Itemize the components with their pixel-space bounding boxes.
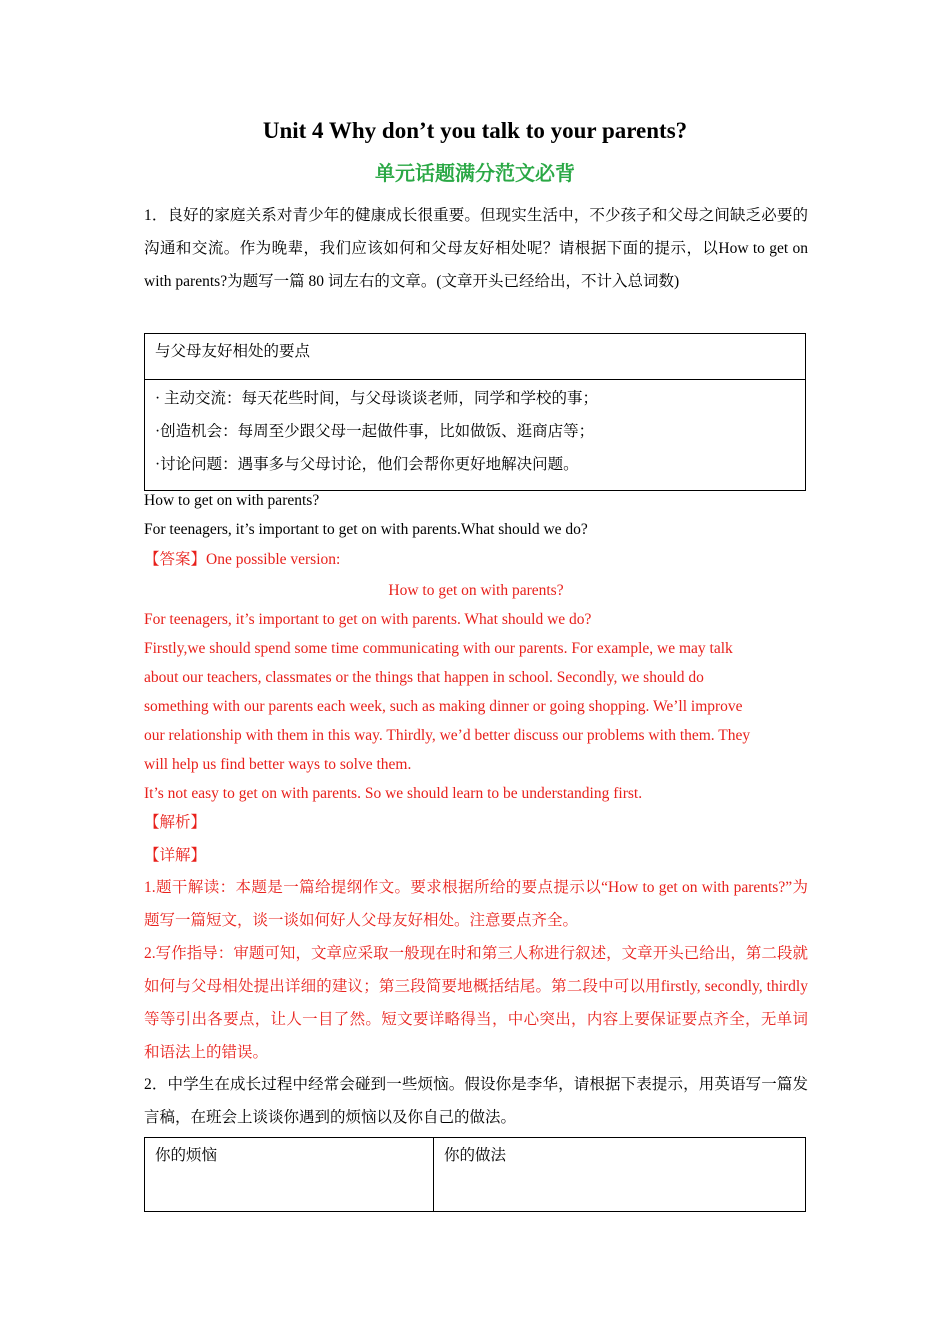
tip-item: · 主动交流：每天花些时间，与父母谈谈老师，同学和学校的事； xyxy=(155,390,599,407)
tips-table-header: 与父母友好相处的要点 xyxy=(145,334,806,380)
answer-line: For teenagers, it’s important to get on with parents. What should we do? xyxy=(144,611,592,628)
answer-title: How to get on with parents? xyxy=(388,582,564,599)
tips-table-body xyxy=(145,380,806,491)
tip-item: ·讨论问题：遇事多与父母讨论，他们会帮你更好地解决问题。 xyxy=(155,456,579,473)
answer-line: Firstly,we should spend some time communicating with our parents. For example, we may talk xyxy=(144,640,733,657)
analysis-label: 【解析】 xyxy=(144,814,207,831)
answer-line: It’s not easy to get on with parents. So we should learn to be understanding first. xyxy=(144,785,643,802)
answer-line: something with our parents each week, such as making dinner or going shopping. We’ll improve xyxy=(144,698,743,715)
question-2-prompt: 2．中学生在成长过程中经常会碰到一些烦恼。假设你是李华，请根据下表提示，用英语写一篇发言稿，在班会上谈谈你遇到的烦恼以及你自己的做法。 xyxy=(144,1076,808,1126)
tip-item: ·创造机会：每周至少跟父母一起做件事，比如做饭、逛商店等； xyxy=(155,423,595,440)
detail-paragraph-2: 2.写作指导：审题可知，文章应采取一般现在时和第三人称进行叙述，文章开头已给出，第二段就如何与父母相处提出详细的建议；第三段简要地概括结尾。第二段中可以用firstly, secondly, thirdly 等等引出各要点，让人一目了然。短文要详略得当，中心突出，内容上要保证要点齐全，无单词和语法上的错误。 xyxy=(144,945,808,1061)
detail-label: 【详解】 xyxy=(144,847,207,864)
answer-line: will help us find better ways to solve them. xyxy=(144,756,412,773)
given-title: How to get on with parents? xyxy=(144,492,320,509)
table-col-worries: 你的烦恼 xyxy=(145,1138,434,1212)
page-subtitle: 单元话题满分范文必背 xyxy=(375,161,575,185)
detail-paragraph-1: 1.题干解读：本题是一篇给提纲作文。要求根据所给的要点提示以“How to get on with parents?”为题写一篇短文，谈一谈如何好人父母友好相处。注意要点齐全。 xyxy=(144,879,808,929)
answer-label: 【答案】One possible version: xyxy=(144,551,341,568)
page-title: Unit 4 Why don’t you talk to your parents? xyxy=(262,118,688,143)
given-start: For teenagers, it’s important to get on with parents.What should we do? xyxy=(144,521,588,538)
answer-line: our relationship with them in this way. Thirdly, we’d better discuss our problems with them. They xyxy=(144,727,751,744)
question-2-table xyxy=(144,1137,808,1212)
question-1-tips-table xyxy=(144,333,808,491)
answer-line: about our teachers, classmates or the things that happen in school. Secondly, we should do xyxy=(144,669,704,686)
table-col-actions: 你的做法 xyxy=(434,1138,806,1212)
question-1-prompt: 1．良好的家庭关系对青少年的健康成长很重要。但现实生活中，不少孩子和父母之间缺乏必要的沟通和交流。作为晚辈，我们应该如何和父母友好相处呢？请根据下面的提示，以How to get on with parents?为题写一篇 80 词左右的文章。(文章开头已经给出，不计入总词数) xyxy=(144,207,808,290)
